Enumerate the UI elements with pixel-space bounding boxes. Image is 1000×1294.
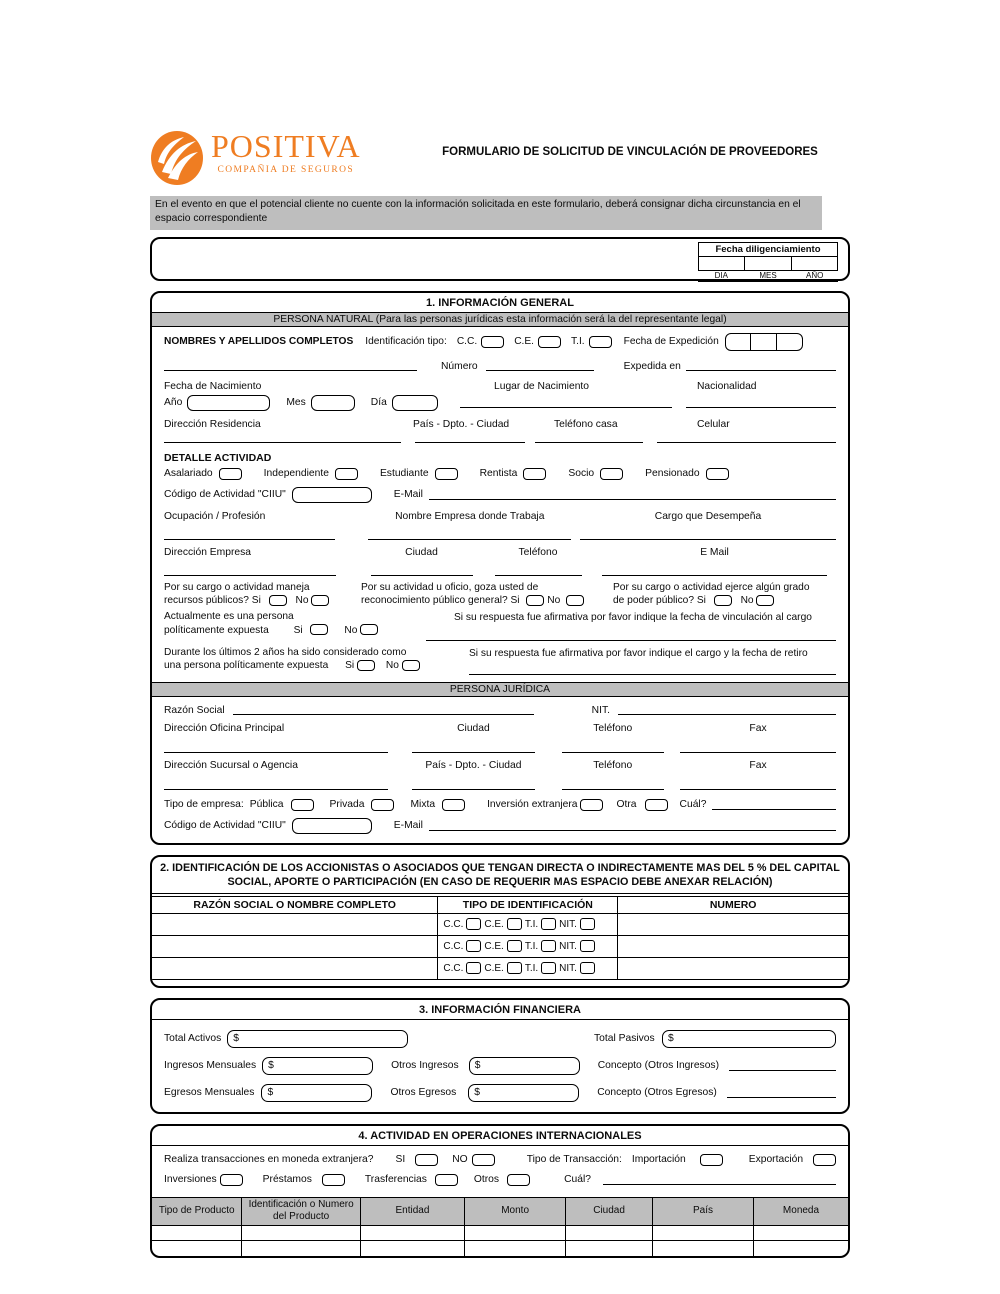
identificacion-tipo-label: Identificación tipo: bbox=[365, 336, 447, 348]
q-pep2-note: Si su respuesta fue afirmativa por favor indique el cargo y la fecha de retiro bbox=[469, 647, 808, 659]
ce-label: C.E. bbox=[514, 336, 535, 348]
cual-field[interactable] bbox=[712, 800, 836, 810]
col-numero: NUMERO bbox=[709, 898, 757, 911]
email-pj-label: E-Mail bbox=[393, 820, 423, 832]
otra-checkbox[interactable] bbox=[645, 799, 668, 811]
positiva-logo bbox=[150, 130, 361, 186]
q-poder-line2: de poder público? Si bbox=[613, 595, 706, 607]
accionista-1-numero-cell[interactable] bbox=[618, 914, 848, 935]
email-empresa-field[interactable] bbox=[602, 566, 827, 576]
q-poder-no-label: No bbox=[740, 595, 754, 607]
q-poder-line1: Por su cargo o actividad ejerce algún grado bbox=[613, 581, 810, 593]
dia-label: DIA bbox=[714, 270, 728, 280]
cargo-field[interactable] bbox=[580, 530, 836, 540]
publica-checkbox[interactable] bbox=[291, 799, 314, 811]
nit-label: NIT. bbox=[591, 704, 610, 716]
accionista-row-3 bbox=[152, 958, 848, 980]
cual-transaccion-label: Cuál? bbox=[564, 1174, 591, 1186]
independiente-label: Independiente bbox=[263, 468, 329, 480]
ciudad-oficina-field[interactable] bbox=[412, 743, 535, 753]
ti-checkbox[interactable] bbox=[589, 336, 612, 348]
q-pep-si-checkbox[interactable] bbox=[310, 624, 328, 635]
accionista-3-ti-label: T.I. bbox=[524, 962, 539, 974]
lugar-nacimiento-field[interactable] bbox=[460, 398, 672, 408]
pensionado-checkbox[interactable] bbox=[706, 468, 729, 480]
codigo-ciiu-pj-field[interactable] bbox=[292, 818, 372, 834]
ciudad-empresa-label: Ciudad bbox=[405, 546, 438, 558]
email-field[interactable] bbox=[429, 490, 836, 500]
fecha-expedicion-cell-2[interactable] bbox=[750, 334, 777, 350]
section3-title: 3. INFORMACIÓN FINANCIERA bbox=[152, 1000, 848, 1020]
trasferencias-label: Trasferencias bbox=[364, 1174, 427, 1186]
producto-2-ciudad-cell[interactable] bbox=[566, 1241, 653, 1256]
accionista-1-nit-checkbox[interactable] bbox=[580, 918, 595, 930]
trasferencias-checkbox[interactable] bbox=[435, 1174, 458, 1186]
concepto-ingresos-label: Concepto (Otros Ingresos) bbox=[597, 1060, 720, 1072]
fecha-mes-cell[interactable] bbox=[745, 257, 791, 271]
dia-field[interactable] bbox=[392, 395, 438, 411]
header bbox=[150, 130, 850, 186]
cc-checkbox[interactable] bbox=[481, 336, 504, 348]
numero-label: Número bbox=[441, 360, 478, 372]
codigo-ciiu-label: Código de Actividad "CIIU" bbox=[164, 489, 286, 501]
producto-2-moneda-cell[interactable] bbox=[754, 1241, 848, 1256]
mixta-label: Mixta bbox=[410, 799, 436, 811]
expedida-en-field[interactable] bbox=[686, 361, 836, 371]
fax-oficina-field[interactable] bbox=[680, 743, 836, 753]
persona-natural-body bbox=[152, 333, 848, 682]
q-pep-line2: políticamente expuesta bbox=[164, 624, 269, 636]
telefono-casa-label: Teléfono casa bbox=[554, 418, 618, 430]
accionista-2-nombre-cell[interactable] bbox=[152, 936, 437, 957]
accionista-2-tipo-cell bbox=[437, 936, 618, 957]
currency-symbol: $ bbox=[267, 1087, 274, 1099]
form-content bbox=[150, 130, 850, 1258]
accionista-1-tipo-cell bbox=[437, 914, 618, 935]
section2-title-line1: 2. IDENTIFICACIÓN DE LOS ACCIONISTAS O ASOCIADOS QUE TENGAN DIRECTA O INDIRECTAMENTE MAS DEL 5 % DEL CAPITAL bbox=[160, 861, 840, 874]
importacion-label: Importación bbox=[631, 1154, 686, 1166]
codigo-ciiu-pj-label: Código de Actividad "CIIU" bbox=[164, 820, 286, 832]
accionista-1-nombre-cell[interactable] bbox=[152, 914, 437, 935]
importacion-checkbox[interactable] bbox=[700, 1154, 723, 1166]
independiente-checkbox[interactable] bbox=[335, 468, 358, 480]
currency-symbol: $ bbox=[474, 1060, 481, 1072]
direccion-residencia-field[interactable] bbox=[164, 433, 401, 443]
exportacion-label: Exportación bbox=[748, 1154, 804, 1166]
cual-label: Cuál? bbox=[679, 799, 707, 811]
accionista-3-ti-checkbox[interactable] bbox=[541, 962, 556, 974]
document-title: FORMULARIO DE SOLICITUD DE VINCULACIÓN DE PROVEEDORES bbox=[442, 146, 818, 158]
egresos-mensuales-label: Egresos Mensuales bbox=[164, 1087, 255, 1099]
direccion-residencia-label: Dirección Residencia bbox=[164, 418, 261, 430]
rentista-checkbox[interactable] bbox=[523, 468, 546, 480]
telefono-sucursal-label: Teléfono bbox=[593, 759, 633, 771]
email-label: E-Mail bbox=[393, 489, 423, 501]
tipo-transaccion-label: Tipo de Transacción: bbox=[526, 1154, 622, 1166]
producto-1-identificacion-cell[interactable] bbox=[242, 1226, 360, 1240]
q-recursos-no-checkbox[interactable] bbox=[311, 595, 329, 606]
producto-row-1 bbox=[152, 1226, 848, 1241]
pais-dpto-ciudad-label: País - Dpto. - Ciudad bbox=[413, 418, 510, 430]
notice-line-2: espacio correspondiente bbox=[155, 213, 268, 225]
otros-ingresos-field[interactable] bbox=[469, 1057, 580, 1075]
telefono-oficina-field[interactable] bbox=[562, 743, 664, 753]
publica-label: Pública bbox=[249, 799, 284, 811]
mes-field[interactable] bbox=[311, 395, 355, 411]
fecha-diligenciamiento-table bbox=[698, 242, 838, 282]
dia-label: Día bbox=[370, 397, 387, 409]
producto-1-pais-cell[interactable] bbox=[653, 1226, 754, 1240]
inversiones-checkbox[interactable] bbox=[220, 1174, 243, 1186]
fecha-labels bbox=[698, 271, 838, 282]
accionista-2-ti-label: T.I. bbox=[524, 940, 539, 952]
section-informacion-financiera bbox=[150, 998, 850, 1114]
col-identificacion-producto: Identificación o Numero del Producto bbox=[242, 1198, 360, 1225]
celular-label: Celular bbox=[697, 418, 730, 430]
prestamos-checkbox[interactable] bbox=[322, 1174, 345, 1186]
direccion-sucursal-label: Dirección Sucursal o Agencia bbox=[164, 759, 298, 771]
tipo-empresa-label: Tipo de empresa: bbox=[164, 799, 244, 811]
ingresos-mensuales-label: Ingresos Mensuales bbox=[164, 1060, 257, 1072]
celular-field[interactable] bbox=[657, 433, 836, 443]
ciudad-oficina-label: Ciudad bbox=[457, 722, 490, 734]
fecha-diligenciamiento-box bbox=[150, 237, 850, 281]
producto-1-entidad-cell[interactable] bbox=[361, 1226, 465, 1240]
positiva-logo-icon bbox=[150, 130, 204, 186]
telefono-oficina-label: Teléfono bbox=[593, 722, 633, 734]
direccion-sucursal-field[interactable] bbox=[164, 780, 388, 790]
producto-1-monto-cell[interactable] bbox=[465, 1226, 566, 1240]
fecha-expedicion-cell-1[interactable] bbox=[726, 334, 751, 350]
telefono-casa-field[interactable] bbox=[535, 433, 643, 443]
q-pep2-si-label: Si bbox=[345, 659, 355, 671]
q-reconocimiento-line2: reconocimiento público general? Si bbox=[361, 595, 520, 607]
productos-table bbox=[152, 1197, 848, 1256]
fecha-nacimiento-label: Fecha de Nacimiento bbox=[164, 380, 262, 392]
total-activos-field[interactable] bbox=[227, 1030, 408, 1048]
total-activos-label: Total Activos bbox=[164, 1033, 222, 1045]
accionista-2-nit-checkbox[interactable] bbox=[580, 940, 595, 952]
estudiante-label: Estudiante bbox=[379, 468, 429, 480]
fecha-cells bbox=[698, 257, 838, 271]
cc-label: C.C. bbox=[456, 336, 478, 348]
concepto-egresos-field[interactable] bbox=[727, 1088, 836, 1098]
section1-title: 1. INFORMACIÓN GENERAL bbox=[152, 293, 848, 313]
accionista-2-cc-checkbox[interactable] bbox=[466, 940, 481, 952]
otra-label: Otra bbox=[616, 799, 637, 811]
q-pep-no-checkbox[interactable] bbox=[360, 624, 378, 635]
producto-1-tipo-cell[interactable] bbox=[152, 1226, 242, 1240]
producto-1-moneda-cell[interactable] bbox=[754, 1226, 848, 1240]
accionista-1-nit-label: NIT. bbox=[559, 918, 577, 930]
brand-name: POSITIVA bbox=[211, 128, 361, 164]
section2-title-line2: SOCIAL, APORTE O PARTICIPACIÓN (EN CASO DE REQUERIR MAS ESPACIO DEBE ANEXAR RELACIÓN) bbox=[227, 876, 773, 889]
egresos-mensuales-field[interactable] bbox=[261, 1084, 372, 1102]
ciudad-empresa-field[interactable] bbox=[371, 566, 473, 576]
ti-label: T.I. bbox=[571, 336, 585, 348]
fecha-ano-cell[interactable] bbox=[792, 257, 838, 271]
pais-sucursal-label: País - Dpto. - Ciudad bbox=[425, 759, 522, 771]
q-pep-si-label: Si bbox=[293, 624, 303, 636]
accionista-3-cc-checkbox[interactable] bbox=[466, 962, 481, 974]
producto-2-pais-cell[interactable] bbox=[653, 1241, 754, 1256]
q-poder-si-checkbox[interactable] bbox=[714, 595, 732, 606]
no-label: NO bbox=[452, 1154, 468, 1166]
nacionalidad-field[interactable] bbox=[686, 398, 836, 408]
fax-sucursal-field[interactable] bbox=[680, 780, 836, 790]
inversiones-label: Inversiones bbox=[164, 1174, 217, 1186]
nombres-label: NOMBRES Y APELLIDOS COMPLETOS bbox=[164, 336, 354, 348]
prestamos-label: Préstamos bbox=[262, 1174, 312, 1186]
telefono-sucursal-field[interactable] bbox=[562, 780, 664, 790]
concepto-egresos-label: Concepto (Otros Egresos) bbox=[597, 1087, 717, 1099]
accionista-3-ce-checkbox[interactable] bbox=[507, 962, 522, 974]
notice-line-1: En el evento en que el potencial cliente no cuente con la información solicitada en este formulario, deberá consignar dicha circunstancia en el bbox=[155, 199, 801, 210]
mes-label: Mes bbox=[286, 397, 306, 409]
accionista-3-nit-checkbox[interactable] bbox=[580, 962, 595, 974]
privada-checkbox[interactable] bbox=[371, 799, 394, 811]
otros-label: Otros bbox=[473, 1174, 500, 1186]
asalariado-checkbox[interactable] bbox=[219, 468, 242, 480]
col-razon-social: RAZÓN SOCIAL O NOMBRE COMPLETO bbox=[193, 898, 396, 911]
accionista-2-numero-cell[interactable] bbox=[618, 936, 848, 957]
q-reconocimiento-line1: Por su actividad u oficio, goza usted de bbox=[361, 581, 539, 593]
accionista-1-cc-checkbox[interactable] bbox=[466, 918, 481, 930]
otros-ingresos-label: Otros Ingresos bbox=[391, 1060, 459, 1072]
pais-sucursal-field[interactable] bbox=[412, 780, 535, 790]
accionista-row-1 bbox=[152, 914, 848, 936]
section2-title bbox=[152, 857, 848, 897]
accionista-1-cc-label: C.C. bbox=[443, 918, 464, 930]
telefono-empresa-label: Teléfono bbox=[518, 546, 558, 558]
producto-2-identificacion-cell[interactable] bbox=[242, 1241, 360, 1256]
col-tipo-producto: Tipo de Producto bbox=[152, 1198, 242, 1225]
ingresos-mensuales-field[interactable] bbox=[262, 1057, 373, 1075]
inversion-extranjera-checkbox[interactable] bbox=[580, 799, 603, 811]
inversion-extranjera-label: Inversión extranjera bbox=[487, 799, 578, 811]
q-pep-note: Si su respuesta fue afirmativa por favor indique la fecha de vinculación al cargo bbox=[454, 612, 812, 624]
transacciones-no-checkbox[interactable] bbox=[472, 1154, 495, 1166]
fecha-diligenciamiento-title: Fecha diligenciamiento bbox=[698, 242, 838, 257]
ocupacion-field[interactable] bbox=[164, 530, 335, 540]
cargo-fecha-retiro-field[interactable] bbox=[469, 665, 836, 675]
pais-dpto-ciudad-field[interactable] bbox=[415, 433, 525, 443]
q-recursos-line1: Por su cargo o actividad maneja bbox=[164, 581, 310, 593]
otros-egresos-label: Otros Egresos bbox=[390, 1087, 457, 1099]
nacionalidad-label: Nacionalidad bbox=[697, 380, 757, 392]
fecha-expedicion-box[interactable] bbox=[725, 333, 803, 351]
codigo-ciiu-field[interactable] bbox=[292, 487, 372, 503]
q-pep-no-label: No bbox=[344, 624, 358, 636]
q-reconocimiento-si-checkbox[interactable] bbox=[526, 595, 544, 606]
total-pasivos-label: Total Pasivos bbox=[594, 1033, 655, 1045]
producto-2-monto-cell[interactable] bbox=[465, 1241, 566, 1256]
transacciones-si-checkbox[interactable] bbox=[415, 1154, 438, 1166]
producto-2-entidad-cell[interactable] bbox=[361, 1241, 465, 1256]
col-pais: País bbox=[653, 1198, 754, 1225]
otros-egresos-field[interactable] bbox=[468, 1084, 579, 1102]
section-accionistas bbox=[150, 855, 850, 988]
cargo-label: Cargo que Desempeña bbox=[654, 510, 762, 522]
email-pj-field[interactable] bbox=[429, 821, 836, 831]
direccion-oficina-label: Dirección Oficina Principal bbox=[164, 722, 285, 734]
persona-juridica-body bbox=[152, 705, 848, 843]
realiza-transacciones-label: Realiza transacciones en moneda extranjera? bbox=[164, 1154, 374, 1166]
concepto-ingresos-field[interactable] bbox=[729, 1061, 836, 1071]
q-pep2-no-label: No bbox=[385, 659, 399, 671]
producto-row-2 bbox=[152, 1241, 848, 1256]
currency-symbol: $ bbox=[474, 1087, 480, 1099]
numero-field[interactable] bbox=[486, 361, 594, 371]
direccion-oficina-field[interactable] bbox=[164, 743, 388, 753]
asalariado-label: Asalariado bbox=[164, 468, 213, 480]
accionista-1-ce-checkbox[interactable] bbox=[507, 918, 522, 930]
col-entidad: Entidad bbox=[361, 1198, 465, 1225]
accionista-3-numero-cell[interactable] bbox=[618, 958, 848, 979]
accionista-3-nombre-cell[interactable] bbox=[152, 958, 437, 979]
accionista-2-nit-label: NIT. bbox=[559, 940, 577, 952]
producto-2-tipo-cell[interactable] bbox=[152, 1241, 242, 1256]
brand-tagline: COMPAÑIA DE SEGUROS bbox=[217, 165, 355, 175]
privada-label: Privada bbox=[329, 799, 365, 811]
persona-juridica-bar: PERSONA JURÍDICA bbox=[152, 682, 848, 697]
accionista-3-tipo-cell bbox=[437, 958, 618, 979]
notice-bar bbox=[150, 196, 822, 230]
q-recursos-no-label: No bbox=[295, 595, 309, 607]
lugar-nacimiento-label: Lugar de Nacimiento bbox=[494, 380, 590, 392]
fecha-expedicion-label: Fecha de Expedición bbox=[623, 336, 719, 348]
fax-oficina-label: Fax bbox=[749, 722, 767, 734]
q-reconocimiento-no-checkbox[interactable] bbox=[566, 595, 584, 606]
q-recursos-line2: recursos públicos? Si bbox=[164, 595, 261, 607]
accionista-2-ce-label: C.E. bbox=[484, 940, 504, 952]
nit-field[interactable] bbox=[618, 705, 836, 715]
section-operaciones-internacionales bbox=[150, 1124, 850, 1258]
q-reconocimiento-no-label: No bbox=[547, 595, 561, 607]
producto-1-ciudad-cell[interactable] bbox=[566, 1226, 653, 1240]
accionista-row-2 bbox=[152, 936, 848, 958]
q-pep2-no-checkbox[interactable] bbox=[402, 660, 420, 671]
q-pep-line1: Actualmente es una persona bbox=[164, 611, 294, 623]
col-tipo-identificacion: TIPO DE IDENTIFICACIÓN bbox=[437, 897, 618, 913]
q-poder-no-checkbox[interactable] bbox=[756, 595, 774, 606]
estudiante-checkbox[interactable] bbox=[435, 468, 458, 480]
accionista-1-ti-label: T.I. bbox=[524, 918, 539, 930]
currency-symbol: $ bbox=[668, 1033, 674, 1045]
col-monto: Monto bbox=[465, 1198, 566, 1225]
accionistas-table-header bbox=[152, 897, 848, 914]
cual-transaccion-field[interactable] bbox=[603, 1175, 836, 1185]
col-ciudad: Ciudad bbox=[566, 1198, 653, 1225]
accionista-2-cc-label: C.C. bbox=[443, 940, 464, 952]
currency-symbol: $ bbox=[268, 1060, 274, 1072]
accionista-3-ce-label: C.E. bbox=[484, 962, 504, 974]
nombre-empresa-field[interactable] bbox=[368, 530, 571, 540]
otros-checkbox[interactable] bbox=[507, 1174, 530, 1186]
socio-label: Socio bbox=[568, 468, 595, 480]
ano-label: Año bbox=[164, 397, 183, 409]
ce-checkbox[interactable] bbox=[538, 336, 561, 348]
currency-symbol: $ bbox=[233, 1033, 239, 1045]
exportacion-checkbox[interactable] bbox=[813, 1154, 836, 1166]
total-pasivos-field[interactable] bbox=[662, 1030, 836, 1048]
fax-sucursal-label: Fax bbox=[749, 759, 767, 771]
nombre-empresa-label: Nombre Empresa donde Trabaja bbox=[395, 510, 545, 522]
fecha-expedicion-cell-3[interactable] bbox=[777, 334, 802, 350]
accionista-3-nit-label: NIT. bbox=[559, 962, 577, 974]
mes-label: MES bbox=[759, 270, 777, 280]
fecha-vinculacion-field[interactable] bbox=[426, 631, 836, 641]
rentista-label: Rentista bbox=[479, 468, 518, 480]
ocupacion-label: Ocupación / Profesión bbox=[164, 510, 266, 522]
telefono-empresa-field[interactable] bbox=[495, 566, 582, 576]
email-empresa-label: E Mail bbox=[700, 546, 729, 558]
accionista-2-ti-checkbox[interactable] bbox=[541, 940, 556, 952]
persona-natural-bar: PERSONA NATURAL (Para las personas jurídicas esta información será la del representante legal) bbox=[152, 313, 848, 327]
q-pep2-si-checkbox[interactable] bbox=[357, 660, 375, 671]
razon-social-field[interactable] bbox=[233, 705, 534, 715]
socio-checkbox[interactable] bbox=[600, 468, 623, 480]
expedida-en-label: Expedida en bbox=[623, 360, 681, 372]
productos-table-header bbox=[152, 1198, 848, 1226]
accionista-2-ce-checkbox[interactable] bbox=[507, 940, 522, 952]
section4-title: 4. ACTIVIDAD EN OPERACIONES INTERNACIONALES bbox=[152, 1126, 848, 1146]
ano-field[interactable] bbox=[187, 395, 270, 411]
mixta-checkbox[interactable] bbox=[442, 799, 465, 811]
direccion-empresa-field[interactable] bbox=[164, 566, 336, 576]
ano-label: AÑO bbox=[806, 270, 824, 280]
nombres-field[interactable] bbox=[164, 361, 417, 371]
q-pep2-line1: Durante los últimos 2 años ha sido considerado como bbox=[164, 646, 407, 658]
section-informacion-general bbox=[150, 291, 850, 845]
accionista-1-ce-label: C.E. bbox=[484, 918, 504, 930]
accionista-3-cc-label: C.C. bbox=[443, 962, 464, 974]
col-moneda: Moneda bbox=[782, 1205, 820, 1217]
direccion-empresa-label: Dirección Empresa bbox=[164, 546, 251, 558]
q-recursos-si-checkbox[interactable] bbox=[269, 595, 287, 606]
razon-social-label: Razón Social bbox=[164, 704, 225, 716]
detalle-actividad-title: DETALLE ACTIVIDAD bbox=[164, 451, 272, 464]
q-pep2-line2: una persona políticamente expuesta bbox=[164, 659, 329, 671]
pensionado-label: Pensionado bbox=[645, 468, 700, 480]
fecha-dia-cell[interactable] bbox=[699, 257, 745, 271]
logo-text bbox=[211, 130, 361, 175]
si-label: SI bbox=[395, 1154, 406, 1166]
accionista-1-ti-checkbox[interactable] bbox=[541, 918, 556, 930]
